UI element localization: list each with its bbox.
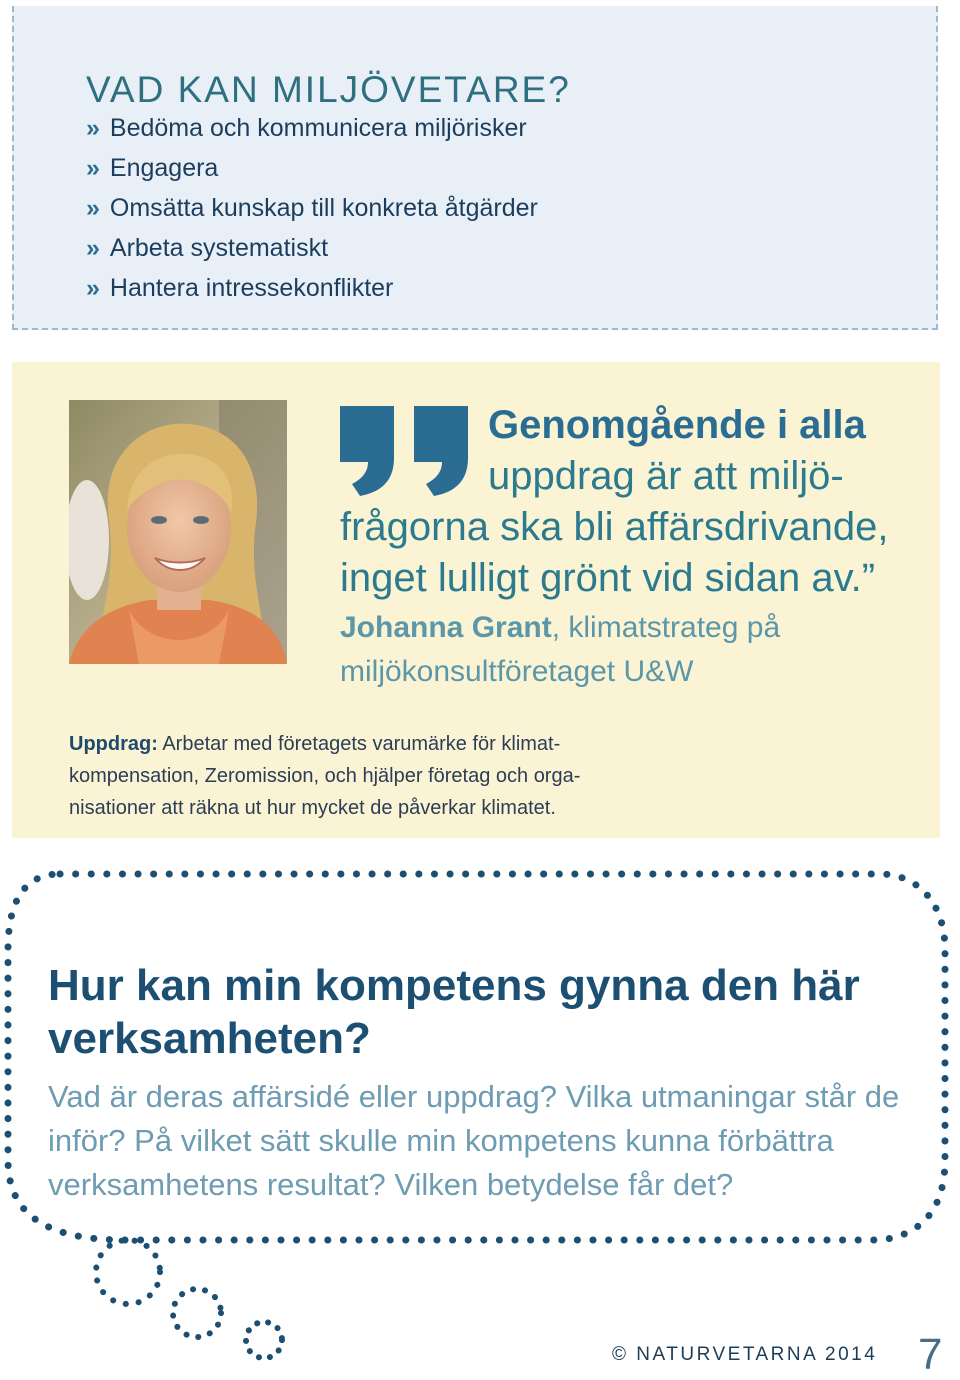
- bullet-icon: »: [86, 114, 100, 142]
- list-item: » Omsätta kunskap till konkreta åtgärder: [86, 194, 538, 222]
- bullet-icon: »: [86, 234, 100, 262]
- quote-attribution: [340, 606, 900, 694]
- person-role: , klimatstrateg på miljökonsultföretaget U&W: [340, 611, 781, 688]
- copyright-footer: © NATURVETARNA 2014: [612, 1344, 878, 1365]
- assignment-text: [69, 728, 629, 824]
- quote-box: [12, 362, 940, 838]
- quote-line: inget lulligt grönt vid sidan av.”: [340, 556, 876, 600]
- page-number: 7: [918, 1330, 943, 1379]
- assignment-label: Uppdrag:: [69, 733, 158, 755]
- pull-quote: [340, 400, 930, 604]
- assignment-body: Arbetar med företagets varumärke för klimatkompensation, Zeromission, och hjälper företag och organisationer att räkna ut hur mycket de påverkar klimatet.: [69, 733, 581, 819]
- bullet-icon: »: [86, 274, 100, 302]
- bullet-icon: »: [86, 154, 100, 182]
- bubble-questions: Vad är deras affärsidé eller uppdrag? Vilka utmaningar står de inför? På vilket sätt skulle min kompetens kunna förbättra verksamhetens resultat? Vilken betydelse får det?: [48, 1079, 900, 1202]
- list-item: » Bedöma och kommunicera miljörisker: [86, 114, 527, 142]
- portrait-photo: [69, 400, 287, 664]
- quote-line: uppdrag är att miljö-: [488, 454, 844, 498]
- person-name: Johanna Grant: [340, 611, 552, 644]
- list-item: » Arbeta systematiskt: [86, 234, 329, 262]
- bullet-icon: »: [86, 194, 100, 222]
- bubble-heading: Hur kan min kompetens gynna den här verksamheten?: [48, 960, 860, 1063]
- list-item: » Engagera: [86, 154, 219, 182]
- quote-line: frågorna ska bli affärsdrivande,: [340, 505, 889, 549]
- competence-list: [86, 108, 538, 308]
- quote-line: Genomgående i alla: [488, 403, 866, 447]
- competence-title: VAD KAN MILJÖVETARE?: [86, 68, 571, 110]
- list-item: » Hantera intressekonflikter: [86, 274, 394, 302]
